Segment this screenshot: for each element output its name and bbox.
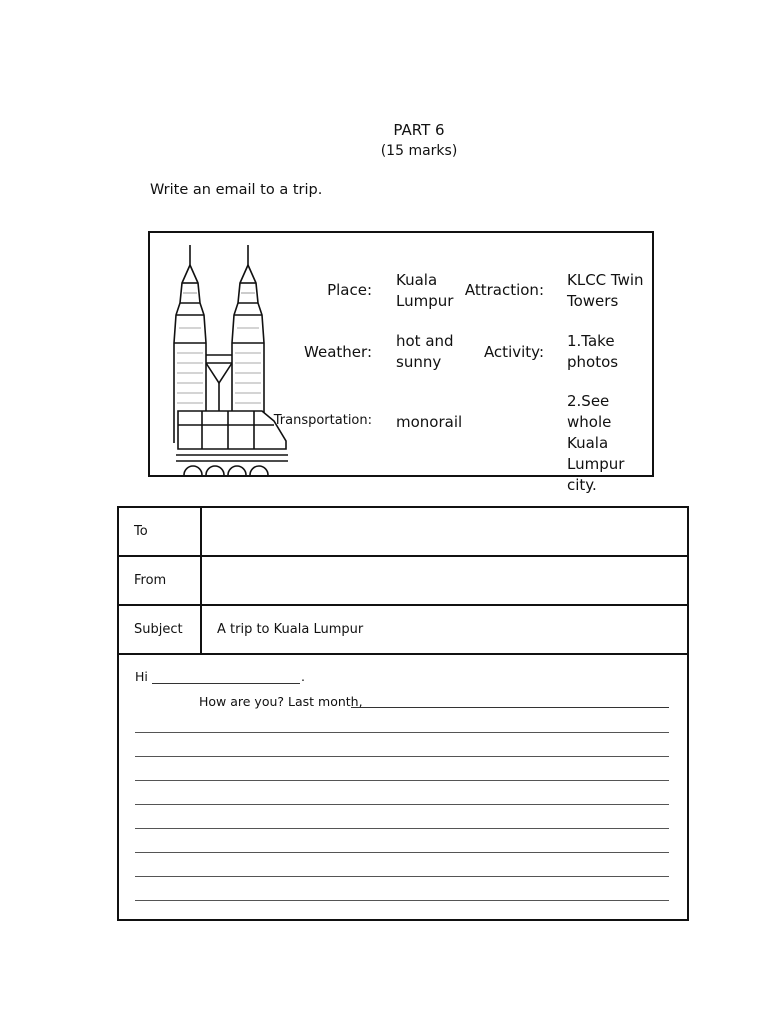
weather-label: Weather: bbox=[304, 343, 372, 361]
writing-line[interactable] bbox=[135, 756, 669, 757]
activity-value-1: 1.Take photos bbox=[567, 332, 619, 371]
opening-blank[interactable] bbox=[351, 707, 669, 708]
subject-field[interactable]: A trip to Kuala Lumpur bbox=[217, 622, 364, 637]
from-field[interactable] bbox=[203, 557, 687, 604]
place-value: Kuala Lumpur bbox=[396, 271, 454, 310]
writing-line[interactable] bbox=[135, 900, 669, 901]
activity-value-2: 2.See whole Kuala Lumpur city. bbox=[567, 392, 625, 494]
writing-line[interactable] bbox=[135, 804, 669, 805]
writing-line[interactable] bbox=[135, 780, 669, 781]
attraction-value: KLCC Twin Towers bbox=[567, 271, 644, 310]
activity-label: Activity: bbox=[483, 343, 544, 361]
attraction-label: Attraction: bbox=[464, 281, 544, 299]
writing-line[interactable] bbox=[135, 876, 669, 877]
greeting-text: Hi bbox=[135, 669, 148, 684]
to-row bbox=[119, 508, 687, 557]
writing-line[interactable] bbox=[135, 732, 669, 733]
subject-row bbox=[119, 606, 687, 655]
from-row bbox=[119, 557, 687, 606]
transportation-value: monorail bbox=[396, 413, 463, 431]
writing-line[interactable] bbox=[135, 828, 669, 829]
to-label: To bbox=[119, 508, 202, 555]
part-title: PART 6 bbox=[393, 121, 445, 139]
opening-text: How are you? Last month, bbox=[199, 694, 363, 709]
place-label: Place: bbox=[327, 281, 372, 299]
petronas-towers-illustration bbox=[162, 243, 292, 475]
trip-info-box bbox=[148, 231, 654, 494]
from-label: From bbox=[119, 557, 202, 604]
weather-value: hot and sunny bbox=[396, 332, 454, 371]
subject-label: Subject bbox=[119, 606, 202, 653]
to-field[interactable] bbox=[203, 508, 687, 555]
writing-line[interactable] bbox=[135, 852, 669, 853]
transportation-label: Transportation: bbox=[273, 413, 372, 428]
recipient-blank[interactable] bbox=[152, 683, 300, 684]
part-marks: (15 marks) bbox=[380, 143, 458, 159]
instruction-text: Write an email to a trip. bbox=[150, 182, 323, 198]
email-form bbox=[117, 506, 689, 921]
greeting-period: . bbox=[301, 669, 305, 684]
